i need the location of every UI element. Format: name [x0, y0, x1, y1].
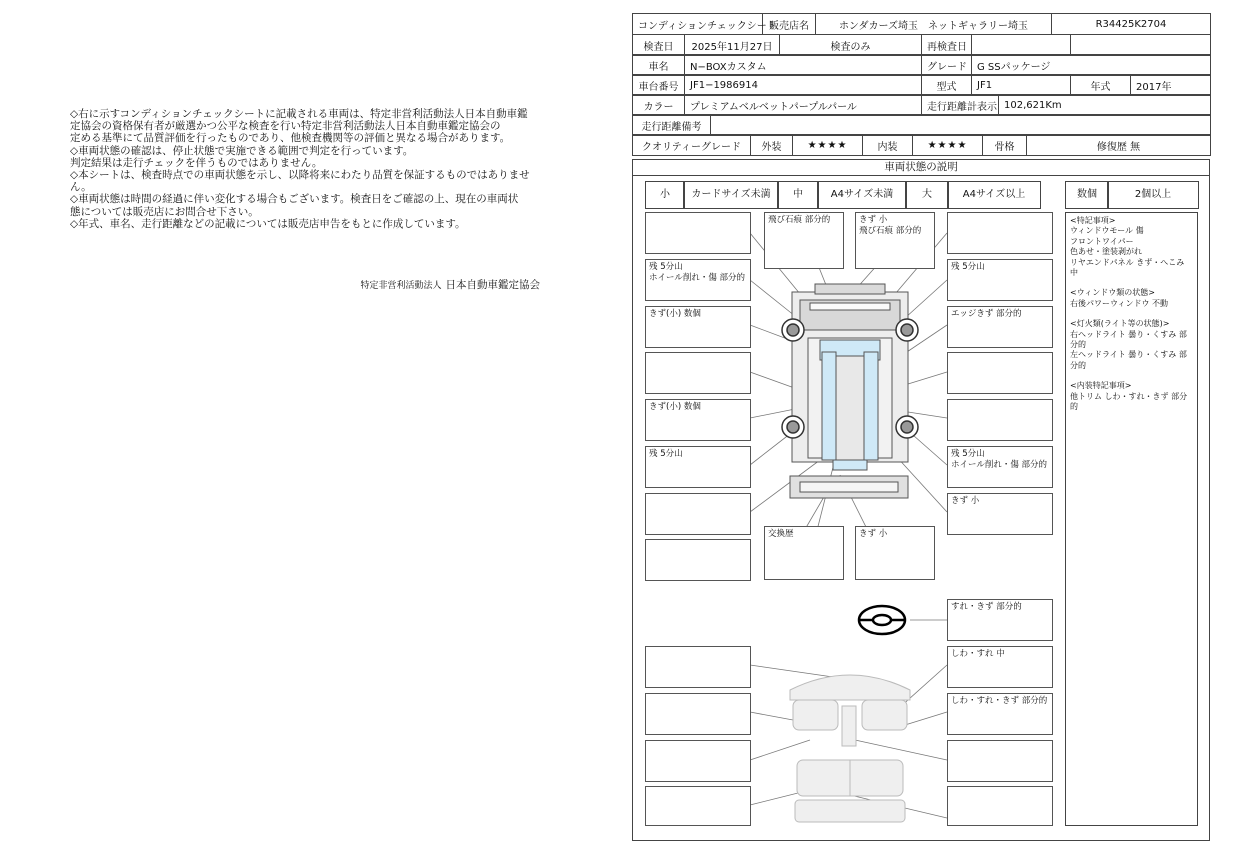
damage-text: ホイール削れ・傷 部分的	[951, 460, 1048, 470]
notice-line: 定協会の資格保有者が厳選かつ公平な検査を行い特定非営利活動法人日本自動車鑑定協会の	[70, 120, 501, 133]
size-small-label: 小	[645, 181, 685, 209]
damage-box-right-1	[947, 212, 1053, 254]
interior-seats-view	[790, 675, 910, 822]
notice-line: 態については販売店にお問合せ下さい。	[70, 205, 259, 218]
damage-box-left-4	[645, 352, 751, 394]
damage-text: しわ・すれ 中	[951, 649, 1005, 659]
notes-heading: <特記事項>	[1070, 216, 1116, 225]
exterior-stars: ★★★★	[793, 135, 863, 156]
damage-text: 残 5分山	[951, 449, 985, 459]
chassis-number: JF1−1986914	[685, 75, 922, 96]
size-large-desc: A4サイズ以上	[947, 181, 1041, 209]
damage-box-interior-2	[947, 693, 1053, 735]
year-label: 年式	[1071, 75, 1131, 96]
notes-item: 左ヘッドライト 曇り・くすみ 部分的	[1070, 350, 1187, 370]
notice-line: ◇右に示すコンディションチェックシートに記載される車両は、特定非営利活動法人日本自動車鑑	[70, 108, 528, 120]
notes-heading: <ウィンドウ類の状態>	[1070, 288, 1155, 298]
size-medium-desc: A4サイズ未満	[817, 181, 907, 209]
notice-line: ◇車両状態は時間の経過に伴い変化する場合もございます。検査日をご確認の上、現在の車両状	[70, 193, 519, 206]
damage-box-bottom-center-left	[764, 526, 844, 580]
damage-box-left-7	[645, 493, 751, 535]
car-top-view	[790, 284, 908, 498]
damage-text: きず(小) 数個	[649, 309, 701, 319]
damage-box-interior-left-3	[645, 740, 751, 782]
damage-text: ホイール削れ・傷 部分的	[649, 273, 746, 283]
damage-box-interior-1	[947, 646, 1053, 688]
notice-line: ◇車両状態の確認は、停止状態で実施できる範囲で判定を行っています。	[70, 144, 414, 157]
damage-box-left-6	[645, 446, 751, 488]
damage-box-top-center-left	[764, 212, 844, 269]
damage-box-steering	[947, 599, 1053, 641]
damage-box-left-8	[645, 539, 751, 581]
grade-label: グレード	[922, 55, 972, 76]
notice-line: ん。	[70, 181, 92, 194]
damage-box-right-6	[947, 446, 1053, 488]
damage-box-right-3	[947, 306, 1053, 348]
damage-text: きず 小	[951, 496, 980, 506]
notes-item: 右ヘッドライト 曇り・くすみ 部分的	[1070, 329, 1187, 350]
damage-box-interior-left-1	[645, 646, 751, 688]
damage-text: すれ・きず 部分的	[951, 602, 1022, 612]
damage-box-top-center-right	[855, 212, 935, 269]
year: 2017年	[1131, 75, 1211, 96]
damage-text: 飛び石痕 部分的	[859, 226, 922, 236]
damage-box-right-4	[947, 352, 1053, 394]
frame-value: 修復歴 無	[1027, 135, 1211, 156]
interior-notes-section	[1070, 381, 1193, 412]
notice-line: 判定結果は走行チェックを伴うものではありません。	[70, 156, 323, 169]
lights-notes-section	[1070, 319, 1193, 371]
inspection-type: 検査のみ	[780, 35, 922, 56]
dealer-name: ホンダカーズ埼玉 ネットギャラリー埼玉	[816, 14, 1052, 35]
damage-box-interior-left-4	[645, 786, 751, 826]
damage-text: 残 5分山	[951, 262, 985, 272]
car-name-label: 車名	[633, 55, 685, 76]
damage-text: エッジきず 部分的	[951, 309, 1022, 319]
damage-box-interior-left-2	[645, 693, 751, 735]
notes-item: リヤエンドパネル きず・へこみ 中	[1070, 257, 1185, 278]
car-name: N−BOXカスタム	[685, 55, 922, 76]
notes-heading: <灯火類(ライト等の状態)>	[1070, 319, 1170, 329]
steering-wheel-icon	[859, 606, 905, 634]
notes-item: 色あせ・塗装剥がれ	[1070, 247, 1142, 257]
model: JF1	[972, 75, 1071, 96]
notes-heading: <内装特記事項>	[1070, 381, 1132, 391]
special-notes	[1065, 212, 1198, 826]
size-large-label: 大	[905, 181, 949, 209]
damage-text: しわ・すれ・きず 部分的	[951, 696, 1048, 706]
inspection-date: 2025年11月27日	[685, 35, 780, 56]
damage-text: 残 5分山	[649, 262, 683, 272]
damage-box-interior-4	[947, 786, 1053, 826]
reinspection-label: 再検査日	[922, 35, 972, 56]
notes-item: 右後パワーウィンドウ 不動	[1070, 298, 1169, 308]
panel-title: 車両状態の説明	[633, 160, 1209, 176]
count-label: 数個	[1065, 181, 1109, 209]
damage-box-right-2	[947, 259, 1053, 301]
color-label: カラー	[633, 95, 685, 116]
count-value: 2個以上	[1107, 181, 1199, 209]
damage-box-left-1	[645, 212, 751, 254]
org-name: 日本自動車鑑定協会	[445, 279, 540, 291]
damage-box-bottom-center-right	[855, 526, 935, 580]
org-prefix: 特定非営利活動法人	[360, 281, 442, 291]
model-label: 型式	[922, 75, 972, 96]
notes-item: フロントワイパー	[1070, 236, 1134, 246]
damage-text: きず 小	[859, 215, 888, 225]
size-medium-label: 中	[777, 181, 819, 209]
color: プレミアムベルベットパープルパール	[685, 95, 922, 116]
notice-line: ◇本シートは、検査時点での車両状態を示し、以降将来にわたり品質を保証するものではありませ	[70, 169, 530, 182]
interior-stars: ★★★★	[913, 135, 983, 156]
damage-text: 残 5分山	[649, 449, 683, 459]
inspection-date-label: 検査日	[633, 35, 685, 56]
damage-text: きず(小) 数個	[649, 402, 701, 412]
damage-text: 交換歴	[768, 529, 794, 539]
sheet-id: R34425K2704	[1052, 14, 1211, 35]
damage-text: きず 小	[859, 529, 888, 539]
damage-box-left-3	[645, 306, 751, 348]
notice-line: ◇年式、車名、走行距離などの記載については販売店申告をもとに作成しています。	[70, 217, 466, 230]
dealer-label: 販売店名	[763, 14, 816, 35]
grade: G SSパッケージ	[972, 55, 1211, 76]
damage-box-interior-3	[947, 740, 1053, 782]
damage-box-right-7	[947, 493, 1053, 535]
damage-box-left-2	[645, 259, 751, 301]
damage-box-left-5	[645, 399, 751, 441]
interior-label: 内装	[863, 135, 913, 156]
notes-item: 他トリム しわ・すれ・きず 部分的	[1070, 391, 1188, 412]
damage-box-right-5	[947, 399, 1053, 441]
mileage-label: 走行距離計表示	[922, 95, 999, 116]
notes-item: ウィンドウモール 傷	[1070, 226, 1144, 236]
quality-grade-label: クオリティーグレード	[633, 135, 751, 156]
chassis-label: 車台番号	[633, 75, 685, 96]
window-notes-section	[1070, 288, 1193, 309]
sheet-title: コンディションチェックシート	[633, 14, 763, 35]
special-notes-section	[1070, 216, 1193, 278]
damage-text: 飛び石痕 部分的	[768, 215, 831, 225]
notice-line: 定める基準にて品質評価を行ったものであり、他検査機関等の評価と異なる場合があります。	[70, 132, 511, 145]
frame-label: 骨格	[983, 135, 1027, 156]
size-small-desc: カードサイズ未満	[683, 181, 779, 209]
mileage: 102,621Km	[999, 95, 1211, 116]
mileage-note-label: 走行距離備考	[633, 115, 711, 136]
exterior-label: 外装	[751, 135, 793, 156]
